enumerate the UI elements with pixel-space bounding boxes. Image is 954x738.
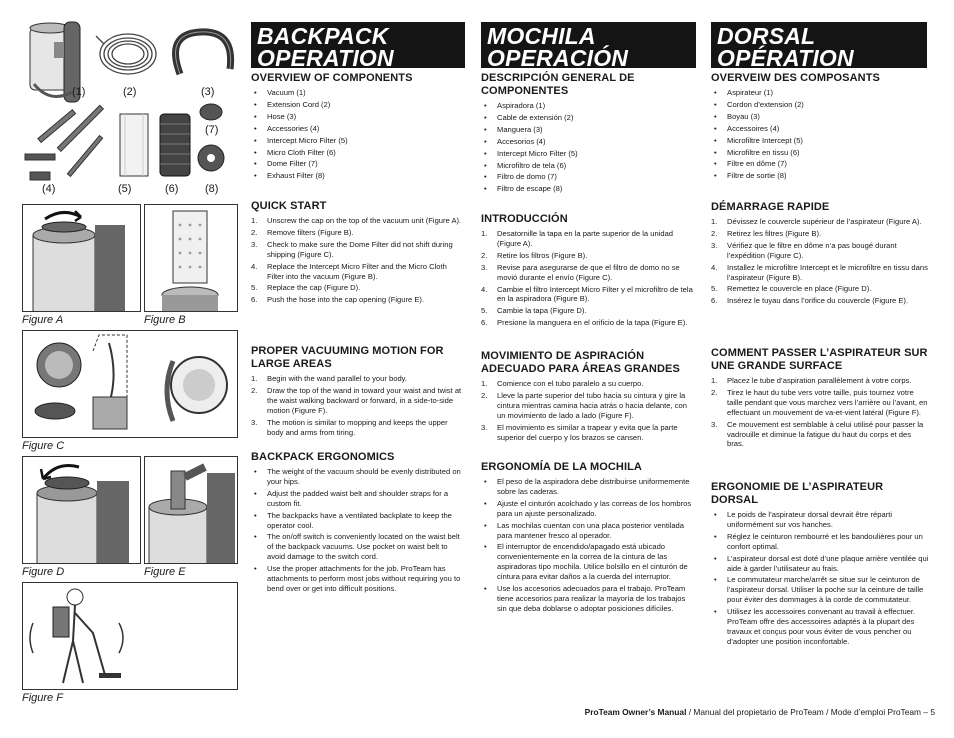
figure-b-label: Figure B bbox=[144, 314, 186, 326]
list-item: • Boyau (3) bbox=[711, 112, 929, 122]
list-item: 6. Presione la manguera en el orificio de la tapa (Figure E). bbox=[481, 318, 688, 328]
figure-a-label: Figure A bbox=[22, 314, 64, 326]
component-label-8: (8) bbox=[205, 183, 219, 195]
motion-title-fr: COMMENT PASSER L’ASPIRATEUR SUR UNE GRANDE SURFACE bbox=[711, 347, 928, 372]
list-item: 6. Push the hose into the cap opening (Figure E). bbox=[251, 295, 425, 305]
ergonomics-title-en: BACKPACK ERGONOMICS bbox=[251, 451, 395, 463]
list-item: • Aspiradora (1) bbox=[481, 101, 696, 111]
list-item: • Filtro de domo (7) bbox=[481, 172, 696, 182]
list-item: 5. Remettez le couvercle en place (Figure D). bbox=[711, 284, 872, 294]
list-item: 2. Lleve la parte superior del tubo hacia su cintura y gire la cintura mientras camina hacia atrás o hacia delante, con un movimiento de lado a lado (Figure F). bbox=[481, 390, 687, 420]
list-item: 4. Replace the Intercept Micro Filter and the Micro Cloth Filter into the vacuum (Figure B). bbox=[251, 261, 447, 281]
overview-title-fr: OVERVEIW DES COMPOSANTS bbox=[711, 72, 880, 84]
list-item: • Cable de extensión (2) bbox=[481, 113, 696, 123]
list-item: 2. Retirez les filtres (Figure B). bbox=[711, 228, 822, 238]
list-item: • Micro Cloth Filter (6) bbox=[251, 148, 465, 158]
list-item: 2. Draw the top of the wand in toward your waist and twist at the waist walking backward or forward, in a side-to-side motion (Figure F). bbox=[251, 385, 462, 415]
component-label-5: (5) bbox=[118, 183, 132, 195]
extension-cord-icon bbox=[96, 34, 156, 74]
list-item: • Cordon d’extension (2) bbox=[711, 100, 929, 110]
list-item: • Use the proper attachments for the job. ProTeam has attachments to perform most jobs without requiring you to bend over or get into difficult positions. bbox=[251, 564, 465, 594]
list-item: • Le commutateur marche/arrêt se situe sur le ceinturon de l’aspirateur dorsal. Utiliser la poche sur la ceinture de taille pour éviter des dommages à la corde de commutateur. bbox=[711, 575, 929, 605]
list-item: 3. El movimiento es similar a trapear y evita que la parte superior del cuerpo y los brazos se cansen. bbox=[481, 422, 678, 442]
english-column bbox=[251, 70, 465, 700]
header-french: DORSAL OPÉRATION bbox=[711, 22, 927, 68]
overview-list-es bbox=[481, 101, 696, 194]
list-item: 4. Cambie el filtro Intercept Micro Filter y el microfiltro de tela en la aspiradora (Figure B). bbox=[481, 284, 693, 304]
list-item: 6. Insérez le tuyau dans l’orifice du couvercle (Figure E). bbox=[711, 296, 909, 306]
list-item: • The backpacks have a ventilated backplate to keep the operator cool. bbox=[251, 511, 465, 531]
list-item: • Dome Filter (7) bbox=[251, 159, 465, 169]
ergonomics-title-es: ERGONOMÍA DE LA MOCHILA bbox=[481, 461, 642, 473]
motion-list-fr bbox=[711, 376, 929, 449]
component-label-7: (7) bbox=[205, 124, 219, 136]
list-item: • The on/off switch is conveniently located on the waist belt of the backpack vacuums. Use pocket on waist belt to avoid damage to the switch cord. bbox=[251, 532, 465, 562]
list-item: 4. Installez le microfiltre Intercept et le microfiltre en tissu dans l’aspirateur (Figure B). bbox=[711, 262, 928, 282]
list-item: 3. The motion is similar to mopping and keeps the upper body and arms from tiring. bbox=[251, 417, 448, 437]
list-item: • Exhaust Filter (8) bbox=[251, 171, 465, 181]
footer-manual-title: ProTeam Owner’s Manual bbox=[584, 707, 687, 717]
list-item: • Manguera (3) bbox=[481, 125, 696, 135]
french-column bbox=[711, 70, 929, 700]
list-item: • Microfiltro de tela (6) bbox=[481, 161, 696, 171]
component-label-6: (6) bbox=[165, 183, 179, 195]
quick-start-title-en: QUICK START bbox=[251, 200, 327, 212]
list-item: 3. Vérifiez que le filtre en dôme n’a pas bougé durant l’expédition (Figure C). bbox=[711, 240, 897, 260]
list-item: • Intercept Micro Filter (5) bbox=[481, 149, 696, 159]
list-item: 1. Dévissez le couvercle supérieur de l’aspirateur (Figure A). bbox=[711, 217, 922, 226]
quick-start-list-en bbox=[251, 216, 465, 305]
intro-title-es: INTRODUCCIÓN bbox=[481, 213, 568, 225]
list-item: • The weight of the vacuum should be evenly distributed on your hips. bbox=[251, 467, 465, 487]
cloth-filter-icon bbox=[160, 114, 190, 176]
page-footer bbox=[520, 707, 935, 717]
figure-c-label: Figure C bbox=[22, 440, 65, 452]
list-item: • Adjust the padded waist belt and shoulder straps for a custom fit. bbox=[251, 489, 465, 509]
list-item: • Filtre de sortie (8) bbox=[711, 171, 929, 181]
micro-filter-icon bbox=[120, 114, 148, 176]
list-item: • Le poids de l’aspirateur dorsal devrait être réparti uniformément sur vos hanches. bbox=[711, 510, 929, 530]
components-illustration bbox=[20, 14, 245, 199]
list-item: 3. Check to make sure the Dome Filter did not shift during shipping (Figure C). bbox=[251, 239, 453, 259]
figure-e-image bbox=[144, 456, 238, 564]
list-item: 5. Replace the cap (Figure D). bbox=[251, 283, 361, 293]
list-item: • Intercept Micro Filter (5) bbox=[251, 136, 465, 146]
overview-title-es: DESCRIPCIÓN GENERAL DE COMPONENTES bbox=[481, 72, 635, 97]
overview-list-en bbox=[251, 88, 465, 181]
spanish-column bbox=[481, 70, 696, 700]
motion-title-es: MOVIMIENTO DE ASPIRACIÓN ADECUADO PARA ÁREAS GRANDES bbox=[481, 350, 680, 375]
quick-start-list-fr bbox=[711, 217, 929, 306]
figure-f-image bbox=[22, 582, 238, 690]
list-item: 1. Placez le tube d’aspiration parallèlement à votre corps. bbox=[711, 376, 912, 385]
list-item: • Accessoires (4) bbox=[711, 124, 929, 134]
intro-list-es bbox=[481, 229, 696, 328]
figure-e-label: Figure E bbox=[144, 566, 186, 578]
header-english: BACKPACK OPERATION bbox=[251, 22, 465, 68]
list-item: • Use los accesorios adecuados para el trabajo. ProTeam tiene accesorios para realizar la mayoría de los trabajos sin que deba doblarse o adoptar posiciones difíciles. bbox=[481, 584, 696, 614]
list-item: • Réglez le ceinturon rembourré et les bandoulières pour un confort optimal. bbox=[711, 532, 929, 552]
list-item: 3. Revise para asegurarse de que el filtro de domo no se movió durante el envío (Figure C). bbox=[481, 262, 680, 282]
quick-start-title-fr: DÉMARRAGE RAPIDE bbox=[711, 201, 830, 213]
component-label-3: (3) bbox=[201, 86, 215, 98]
motion-title-en: PROPER VACUUMING MOTION FOR LARGE AREAS bbox=[251, 345, 444, 370]
motion-list-en bbox=[251, 374, 465, 437]
list-item: • Ajuste el cinturón acolchado y las correas de los hombros para un ajuste personalizado. bbox=[481, 499, 696, 519]
list-item: • Las mochilas cuentan con una placa posterior ventilada para mantener fresco al operador. bbox=[481, 521, 696, 541]
list-item: 5. Cambie la tapa (Figure D). bbox=[481, 306, 587, 316]
header-spanish: MOCHILA OPERACIÓN bbox=[481, 22, 696, 68]
list-item: • Filtro de escape (8) bbox=[481, 184, 696, 194]
component-label-1: (1) bbox=[72, 86, 86, 98]
list-item: • L’aspirateur dorsal est doté d’une plaque arrière ventilée qui aide à garder l’utilisateur au frais. bbox=[711, 554, 929, 574]
figure-b-image bbox=[144, 204, 238, 312]
ergonomics-list-fr bbox=[711, 510, 929, 647]
list-item: • El interruptor de encendido/apagado está ubicado convenientemente en la correa de la cintura de las aspiradoras tipo mochila. Utilice bolsillo en el cinturón de cintura para evitar daños a la cuerda del interruptor. bbox=[481, 542, 696, 582]
list-item: • Accessories (4) bbox=[251, 124, 465, 134]
list-item: • Hose (3) bbox=[251, 112, 465, 122]
figure-f-label: Figure F bbox=[22, 692, 63, 704]
list-item: 3. Ce mouvement est semblable à celui utilisé pour passer la vadrouille et diminue la fatigue du haut du corps et des bras. bbox=[711, 419, 924, 449]
footer-rest: / Manual del propietario de ProTeam / Mode d’emploi ProTeam – 5 bbox=[686, 707, 935, 717]
list-item: 2. Tirez le haut du tube vers votre taille, puis tournez votre taille pendant que vous marchez vers l’arrière ou l’avant, en effectuant un mouvement de va-et-vient latéral (Figure F). bbox=[711, 387, 928, 417]
ergonomics-title-fr: ERGONOMIE DE L’ASPIRATEUR DORSAL bbox=[711, 481, 884, 506]
accessories-icon bbox=[25, 105, 103, 180]
ergonomics-list-en bbox=[251, 467, 465, 594]
exhaust-filter-icon bbox=[198, 145, 224, 171]
overview-title-en: OVERVIEW OF COMPONENTS bbox=[251, 72, 413, 84]
component-label-2: (2) bbox=[123, 86, 137, 98]
figure-a-image bbox=[22, 204, 141, 312]
figure-c-image bbox=[22, 330, 238, 438]
list-item: • Microfiltre Intercept (5) bbox=[711, 136, 929, 146]
list-item: • Vacuum (1) bbox=[251, 88, 465, 98]
ergonomics-list-es bbox=[481, 477, 696, 614]
motion-list-es bbox=[481, 379, 696, 442]
list-item: • Extension Cord (2) bbox=[251, 100, 465, 110]
list-item: 1. Comience con el tubo paralelo a su cuerpo. bbox=[481, 379, 644, 388]
figure-d-label: Figure D bbox=[22, 566, 65, 578]
list-item: • Filtre en dôme (7) bbox=[711, 159, 929, 169]
overview-list-fr bbox=[711, 88, 929, 181]
list-item: 1. Desatornille la tapa en la parte superior de la unidad (Figure A). bbox=[481, 229, 674, 248]
component-label-4: (4) bbox=[42, 183, 56, 195]
list-item: 2. Retire los filtros (Figure B). bbox=[481, 250, 588, 260]
figure-d-image bbox=[22, 456, 141, 564]
dome-filter-icon bbox=[200, 104, 222, 120]
list-item: • Utilisez les accessoires convenant au travail à effectuer. ProTeam offre des accessoires adaptés à la plupart des travaux et conçus pour vous éviter de vous pencher ou d’adopter une position inconfortable. bbox=[711, 607, 929, 647]
list-item: • Accesorios (4) bbox=[481, 137, 696, 147]
list-item: 2. Remove filters (Figure B). bbox=[251, 227, 354, 237]
list-item: 1. Unscrew the cap on the top of the vacuum unit (Figure A). bbox=[251, 216, 462, 225]
list-item: • Aspirateur (1) bbox=[711, 88, 929, 98]
list-item: • Microfiltre en tissu (6) bbox=[711, 148, 929, 158]
list-item: • El peso de la aspiradora debe distribuirse uniformemente sobre las caderas. bbox=[481, 477, 696, 497]
list-item: 1. Begin with the wand parallel to your body. bbox=[251, 374, 408, 383]
